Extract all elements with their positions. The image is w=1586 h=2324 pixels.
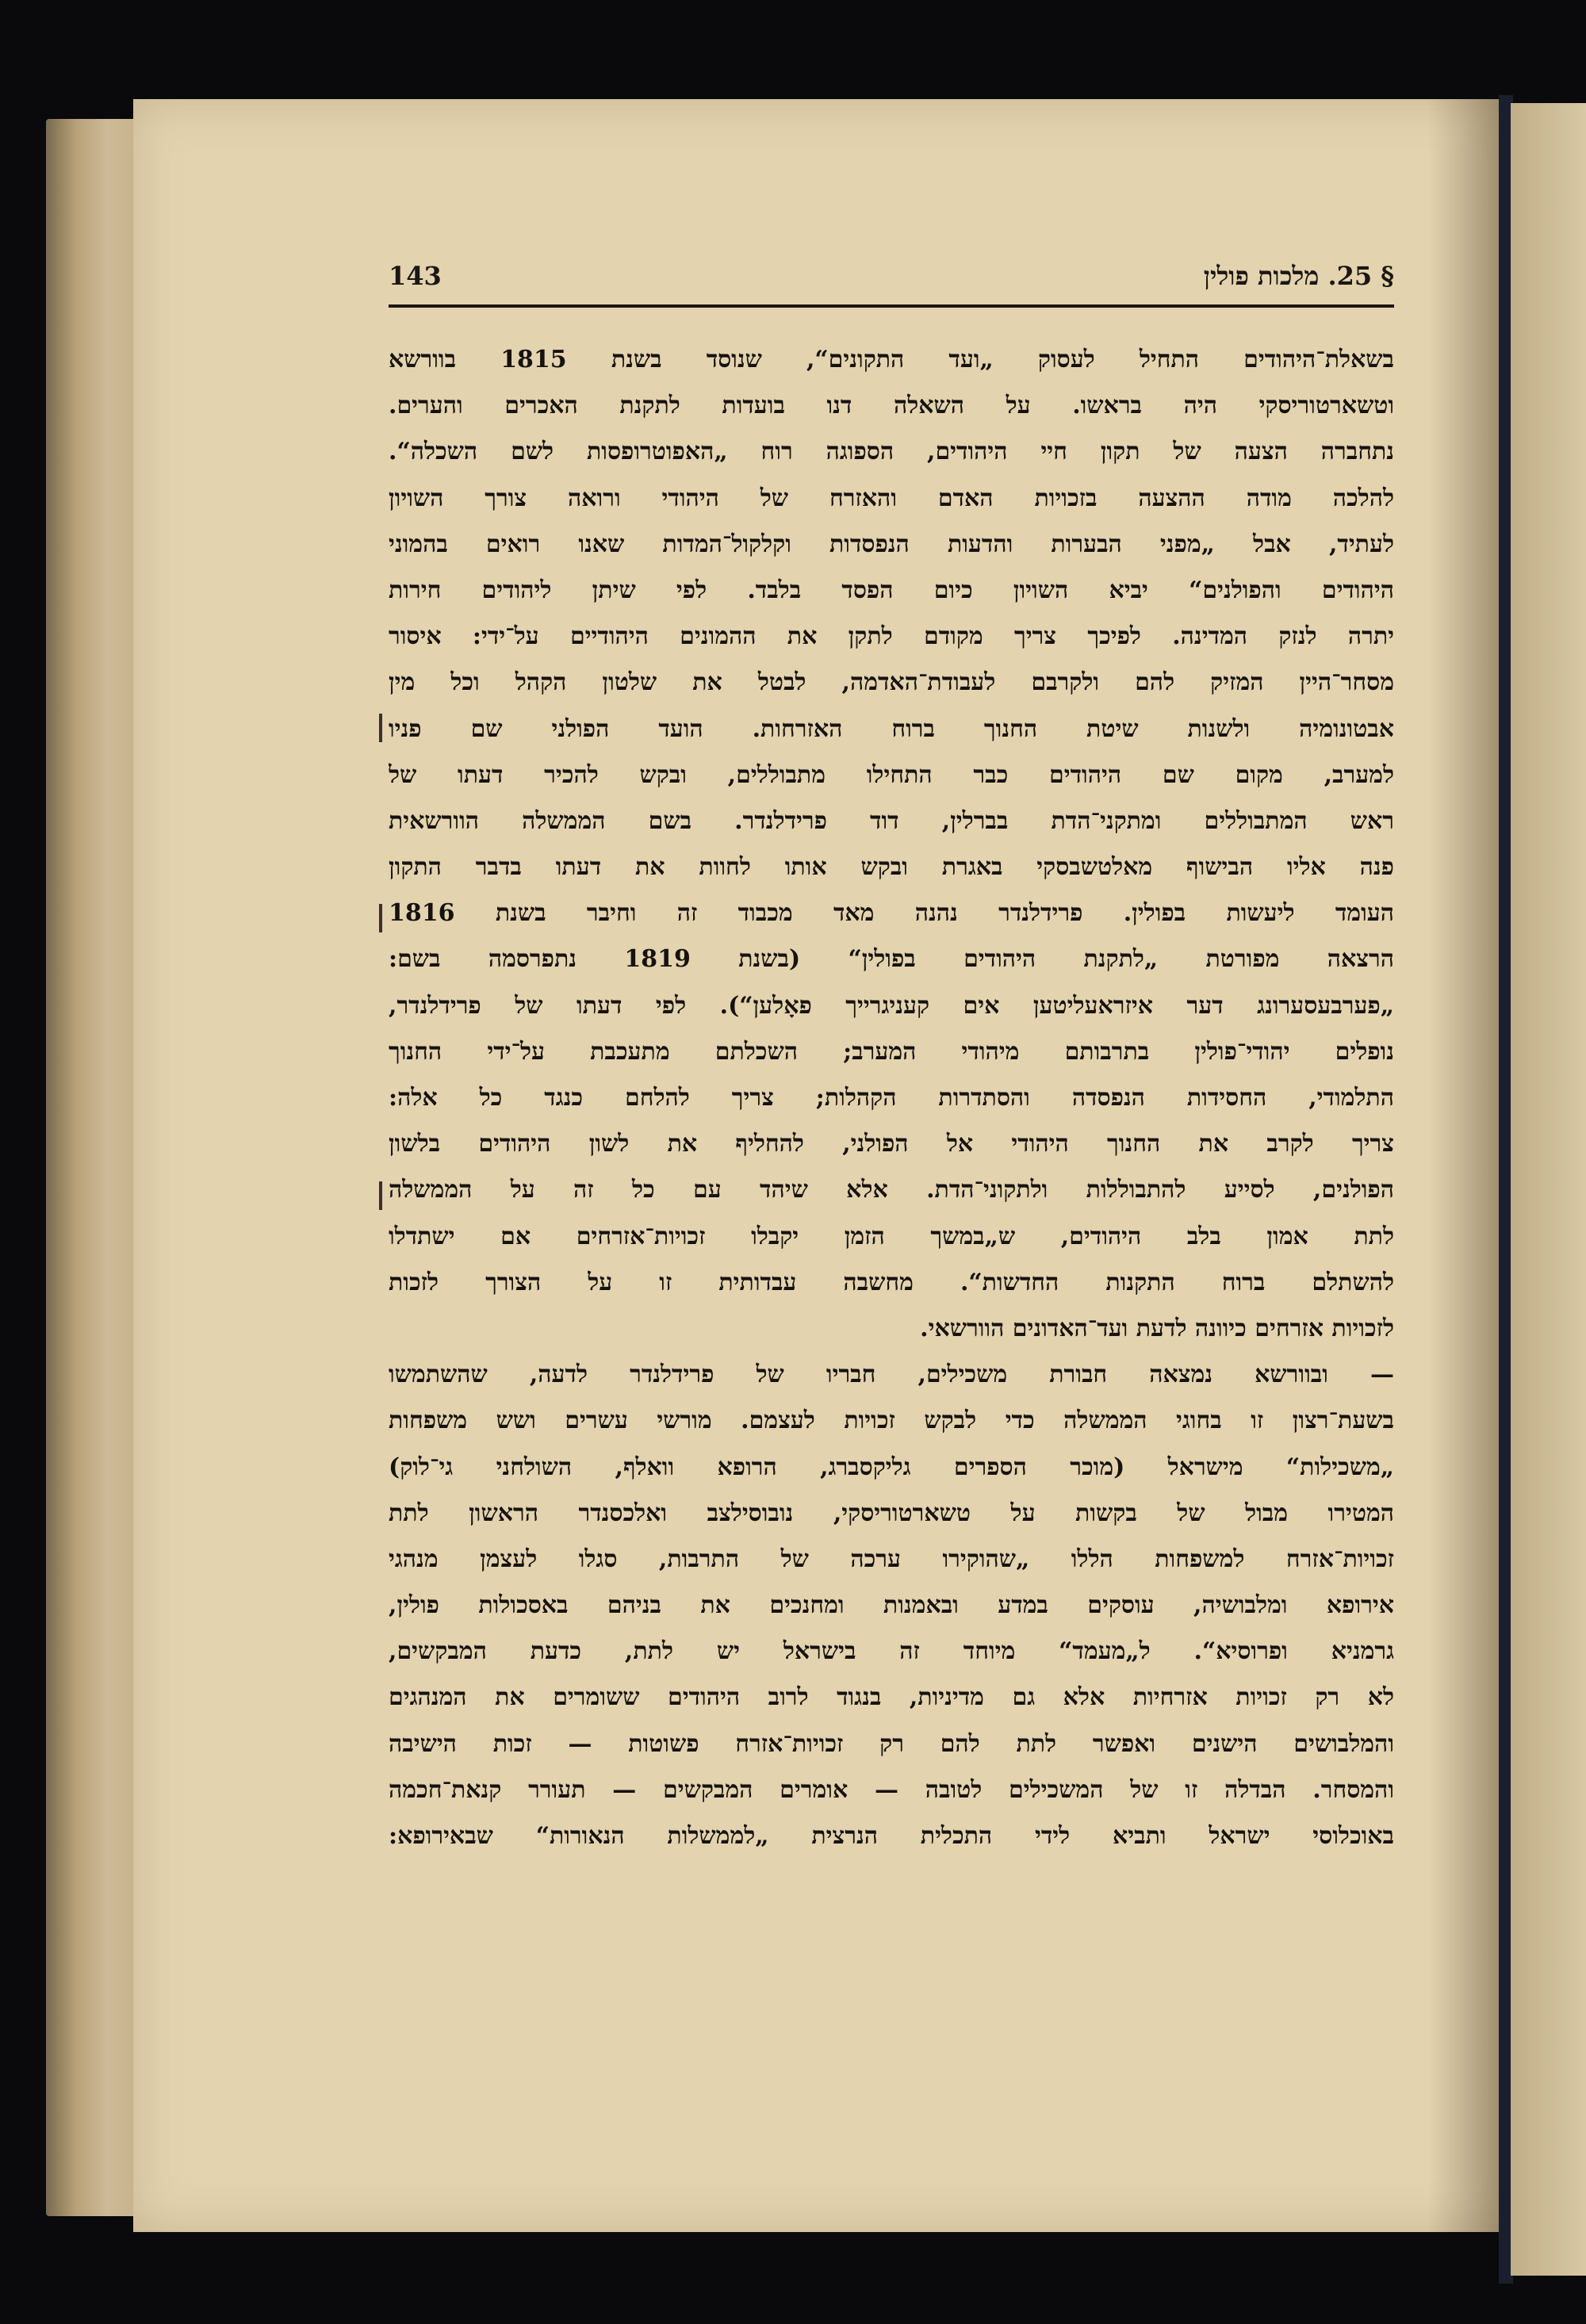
text-line: באוכלוסי ישראל ותביא לידי התכלית הנרצית „לממשלות הנאורות“ שבאירופא: bbox=[389, 1822, 1394, 1850]
text-line: זכויות־אזרח למשפחות הללו „שהוקירו ערכה של התרבות, סגלו לעצמן מנהגי bbox=[389, 1545, 1394, 1573]
header-rule bbox=[389, 304, 1394, 308]
margin-mark bbox=[379, 904, 382, 932]
facing-page bbox=[1511, 103, 1586, 2276]
text-line: העומד ליעשות בפולין. פרידלנדר נהנה מאד מכבוד זה וחיבר בשנת 1816 bbox=[389, 899, 1394, 928]
text-line: לתת אמון בלב היהודים, ש„במשך הזמן יקבלו זכויות־אזרחים אם ישתדלו bbox=[389, 1222, 1394, 1250]
text-line: היהודים והפולנים“ יביא השויון כיום הפסד בלבד. לפי שיתן ליהודים חירות bbox=[389, 576, 1394, 604]
text-line: מסחר־היין המזיק להם ולקרבם לעבודת־האדמה, לבטל את שלטון הקהל וכל מין bbox=[389, 668, 1394, 697]
text-line: הרצאה מפורטת „לתקנת היהודים בפולין“ (בשנת 1819 נתפרסמה בשם: bbox=[389, 945, 1394, 974]
text-line: אירופא ומלבושיה, עוסקים במדע ובאמנות ומחנכים את בניהם באסכולות פולין, bbox=[389, 1591, 1394, 1620]
text-line: וטשארטוריסקי היה בראשו. על השאלה דנו בועדות לתקנת האכרים והערים. bbox=[389, 392, 1394, 420]
text-line: למערב, מקום שם היהודים כבר התחילו מתבוללים, ובקש להכיר דעתו של bbox=[389, 760, 1394, 789]
text-line: פנה אליו הבישוף מאלטשבסקי באגרת ובקש אותו לחוות את דעתו בדבר התקון bbox=[389, 853, 1394, 882]
text-line: אבטונומיה ולשנות שיטת החנוך ברוח האזרחות. הועד הפולני שם פניו bbox=[389, 714, 1394, 743]
text-line: להשתלם ברוח התקנות החדשות“. מחשבה עבדותית זו על הצורך לזכות bbox=[389, 1268, 1394, 1296]
text-line: והמסחר. הבדלה זו של המשכילים לטובה — אומרים המבקשים — תעורר קנאת־חכמה bbox=[389, 1775, 1394, 1804]
text-line: המטירו מבול של בקשות על טשארטוריסקי, נובוסילצב ואלכסנדר הראשון לתת bbox=[389, 1499, 1394, 1527]
text-line: ראש המתבוללים ומתקני־הדת בברלין, דוד פרידלנדר. בשם הממשלה הוורשאית bbox=[389, 806, 1394, 835]
text-line: גרמניא ופרוסיא“. ל„מעמד“ מיוחד זה בישראל יש לתת, כדעת המבקשים, bbox=[389, 1637, 1394, 1666]
margin-mark bbox=[379, 714, 382, 742]
text-line: התלמודי, החסידות הנפסדה והסתדרות הקהלות; צריך להלחם כנגד כל אלה: bbox=[389, 1084, 1394, 1112]
body-text bbox=[389, 337, 1394, 1859]
page-number: 143 bbox=[389, 261, 442, 291]
text-line: „פערבעסערונג דער איזראעליטען אים קעניגרייך פאָלען“). לפי דעתו של פרידלנדר, bbox=[389, 991, 1394, 1020]
text-line: צריך לקרב את החנוך היהודי אל הפולני, להחליף את לשון היהודים בלשון bbox=[389, 1130, 1394, 1158]
running-title: § 25. מלכות פולין bbox=[1203, 261, 1394, 291]
text-line: בשעת־רצון זו בחוגי הממשלה כדי לבקש זכויות לעצמם. מורשי עשרים ושש משפחות bbox=[389, 1407, 1394, 1435]
text-line: הפולנים, לסייע להתבוללות ולתקוני־הדת. אלא שיהד עם כל זה על הממשלה bbox=[389, 1176, 1394, 1204]
text-line: „משכילות“ מישראל (מוכר הספרים גליקסברג, הרופא וואלף, השולחני גי־לוק) bbox=[389, 1453, 1394, 1481]
text-line: לעתיד, אבל „מפני הבערות והדעות הנפסדות וקלקול־המדות שאנו רואים בהמוני bbox=[389, 530, 1394, 558]
page-header bbox=[389, 252, 1394, 300]
text-line: — ובוורשא נמצאה חבורת משכילים, חבריו של פרידלנדר לדעה, שהשתמשו bbox=[389, 1361, 1394, 1389]
gutter-shadow bbox=[1427, 99, 1499, 2232]
text-line: והמלבושים הישנים ואפשר לתת להם רק זכויות־אזרח פשוטות — זכות הישיבה bbox=[389, 1729, 1394, 1758]
text-line: יתרה לנזק המדינה. לפיכך צריך מקודם לתקן את ההמונים היהודיים על־ידי: איסור bbox=[389, 622, 1394, 651]
text-line: לא רק זכויות אזרחיות אלא גם מדיניות, בנגוד לרוב היהודים ששומרים את המנהגים bbox=[389, 1683, 1394, 1712]
text-line: נתחברה הצעה של תקון חיי היהודים, הספוגה רוח „האפוטרופסות לשם השכלה“. bbox=[389, 438, 1394, 466]
text-line: להלכה מודה ההצעה בזכויות האדם והאזרח של היהודי ורואה צורך השויון bbox=[389, 484, 1394, 512]
book-page-edges bbox=[46, 119, 133, 2216]
text-line: לזכויות אזרחים כיוונה לדעת ועד־האדונים הוורשאי. bbox=[920, 1314, 1394, 1342]
margin-mark bbox=[379, 1181, 382, 1210]
text-line: נופלים יהודי־פולין בתרבותם מיהודי המערב; השכלתם מתעכבת על־ידי החנוך bbox=[389, 1037, 1394, 1066]
text-line: בשאלת־היהודים התחיל לעסוק „ועד התקונים“, שנוסד בשנת 1815 בוורשא bbox=[389, 346, 1394, 373]
